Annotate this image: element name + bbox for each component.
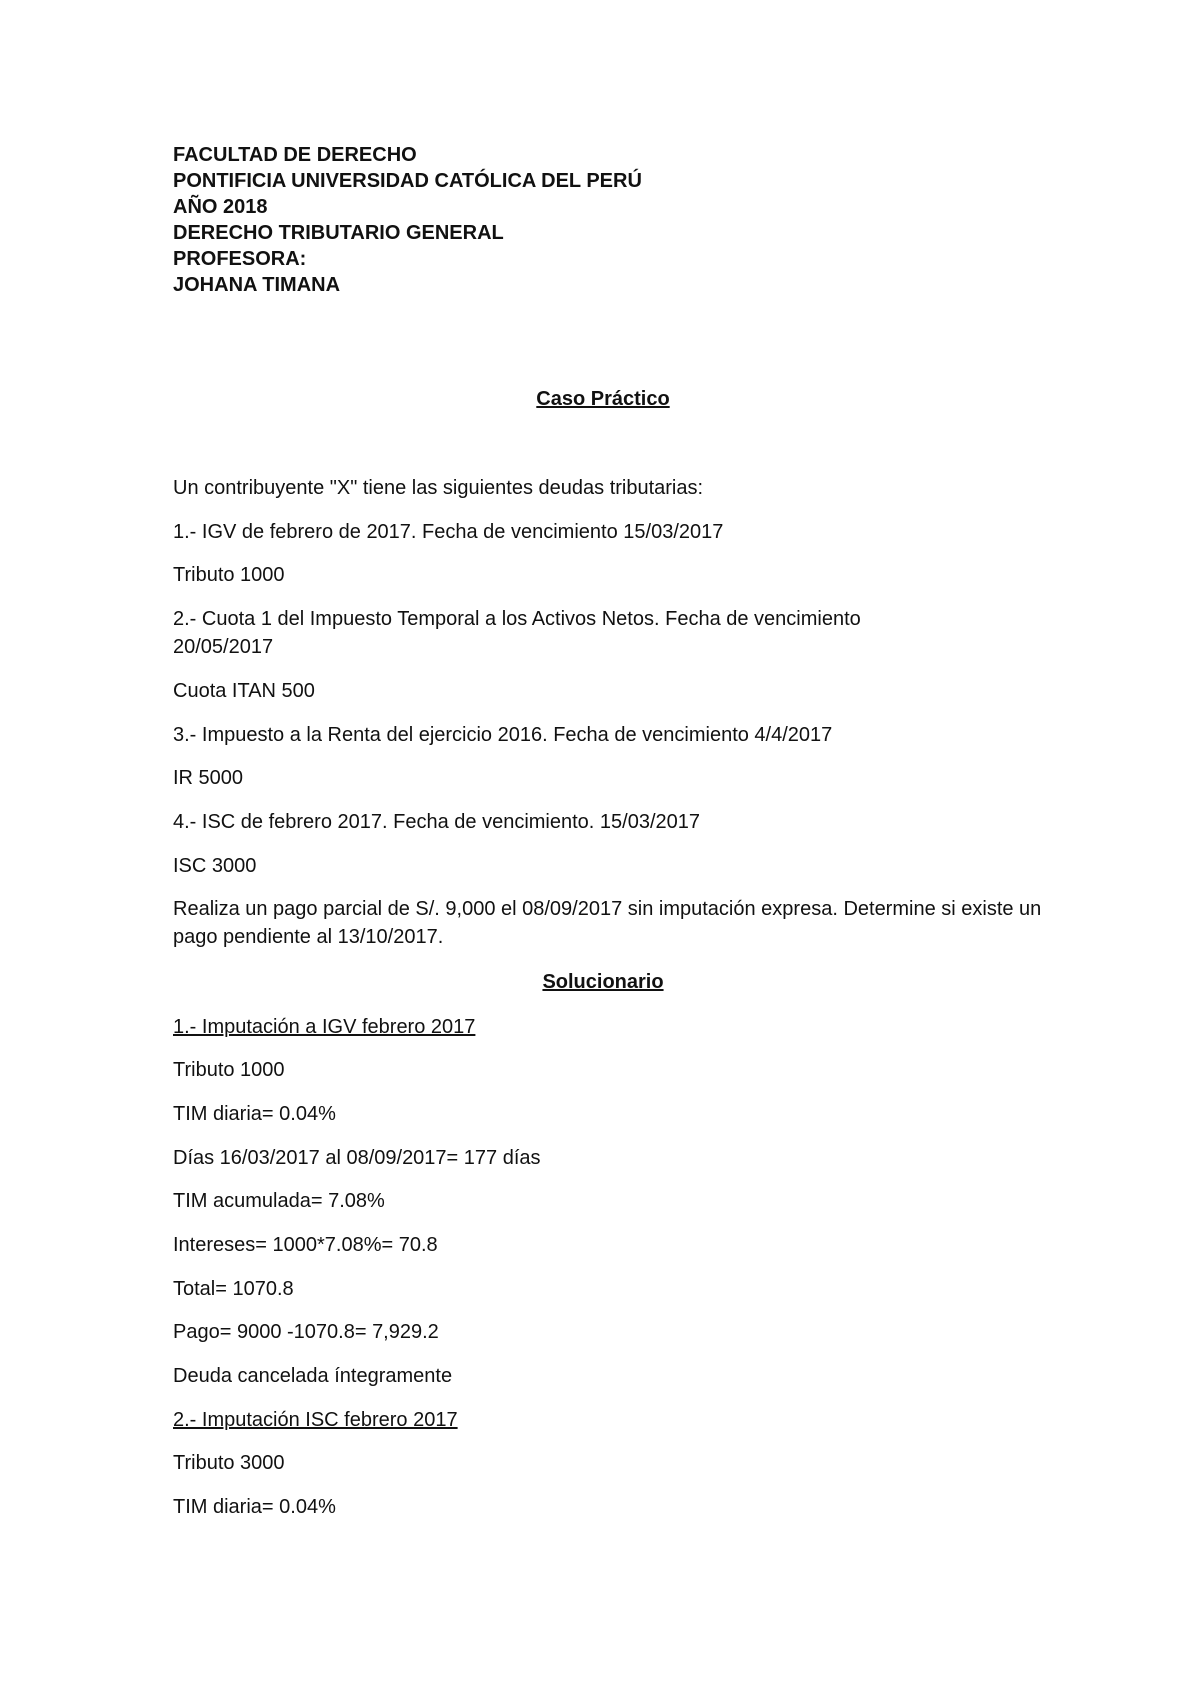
debt-item-4-amount: ISC 3000 — [173, 855, 257, 877]
case-intro: Un contribuyente "X" tiene las siguientes deudas tributarias: — [173, 477, 704, 499]
sec1-line: Total= 1070.8 — [173, 1278, 294, 1300]
professor-label: PROFESORA: — [173, 248, 307, 270]
course-line: DERECHO TRIBUTARIO GENERAL — [173, 222, 504, 244]
professor-name: JOHANA TIMANA — [173, 274, 341, 296]
debt-item-4: 4.- ISC de febrero 2017. Fecha de vencimiento. 15/03/2017 — [173, 811, 701, 833]
debt-item-1-amount: Tributo 1000 — [173, 564, 285, 586]
faculty-line: FACULTAD DE DERECHO — [173, 144, 417, 166]
document-header — [173, 142, 1073, 298]
solution-section-2-title: 2.- Imputación ISC febrero 2017 — [173, 1409, 458, 1431]
sec1-line: Pago= 9000 -1070.8= 7,929.2 — [173, 1321, 439, 1343]
sec1-line: Deuda cancelada íntegramente — [173, 1365, 453, 1387]
sec1-line: Tributo 1000 — [173, 1059, 285, 1081]
case-heading: Caso Práctico — [536, 388, 670, 410]
university-line: PONTIFICIA UNIVERSIDAD CATÓLICA DEL PERÚ — [173, 170, 642, 192]
sec1-line: TIM diaria= 0.04% — [173, 1103, 336, 1125]
debt-item-3-amount: IR 5000 — [173, 767, 244, 789]
solution-heading: Solucionario — [542, 971, 664, 993]
debt-item-1: 1.- IGV de febrero de 2017. Fecha de vencimiento 15/03/2017 — [173, 521, 724, 543]
solution-section-1-title: 1.- Imputación a IGV febrero 2017 — [173, 1016, 476, 1038]
debt-item-2-amount: Cuota ITAN 500 — [173, 680, 315, 702]
sec1-line: Días 16/03/2017 al 08/09/2017= 177 días — [173, 1147, 541, 1169]
debt-item-3: 3.- Impuesto a la Renta del ejercicio 2016. Fecha de vencimiento 4/4/2017 — [173, 724, 833, 746]
case-question: Realiza un pago parcial de S/. 9,000 el 08/09/2017 sin imputación expresa. Determine si existe un pago pendiente al 13/10/2017. — [173, 898, 1042, 948]
sec1-line: Intereses= 1000*7.08%= 70.8 — [173, 1234, 438, 1256]
sec1-line: TIM acumulada= 7.08% — [173, 1190, 385, 1212]
sec2-line: TIM diaria= 0.04% — [173, 1496, 336, 1518]
debt-item-2: 2.- Cuota 1 del Impuesto Temporal a los Activos Netos. Fecha de vencimiento 20/05/2017 — [173, 608, 861, 658]
sec2-line: Tributo 3000 — [173, 1452, 285, 1474]
year-line: AÑO 2018 — [173, 196, 268, 218]
